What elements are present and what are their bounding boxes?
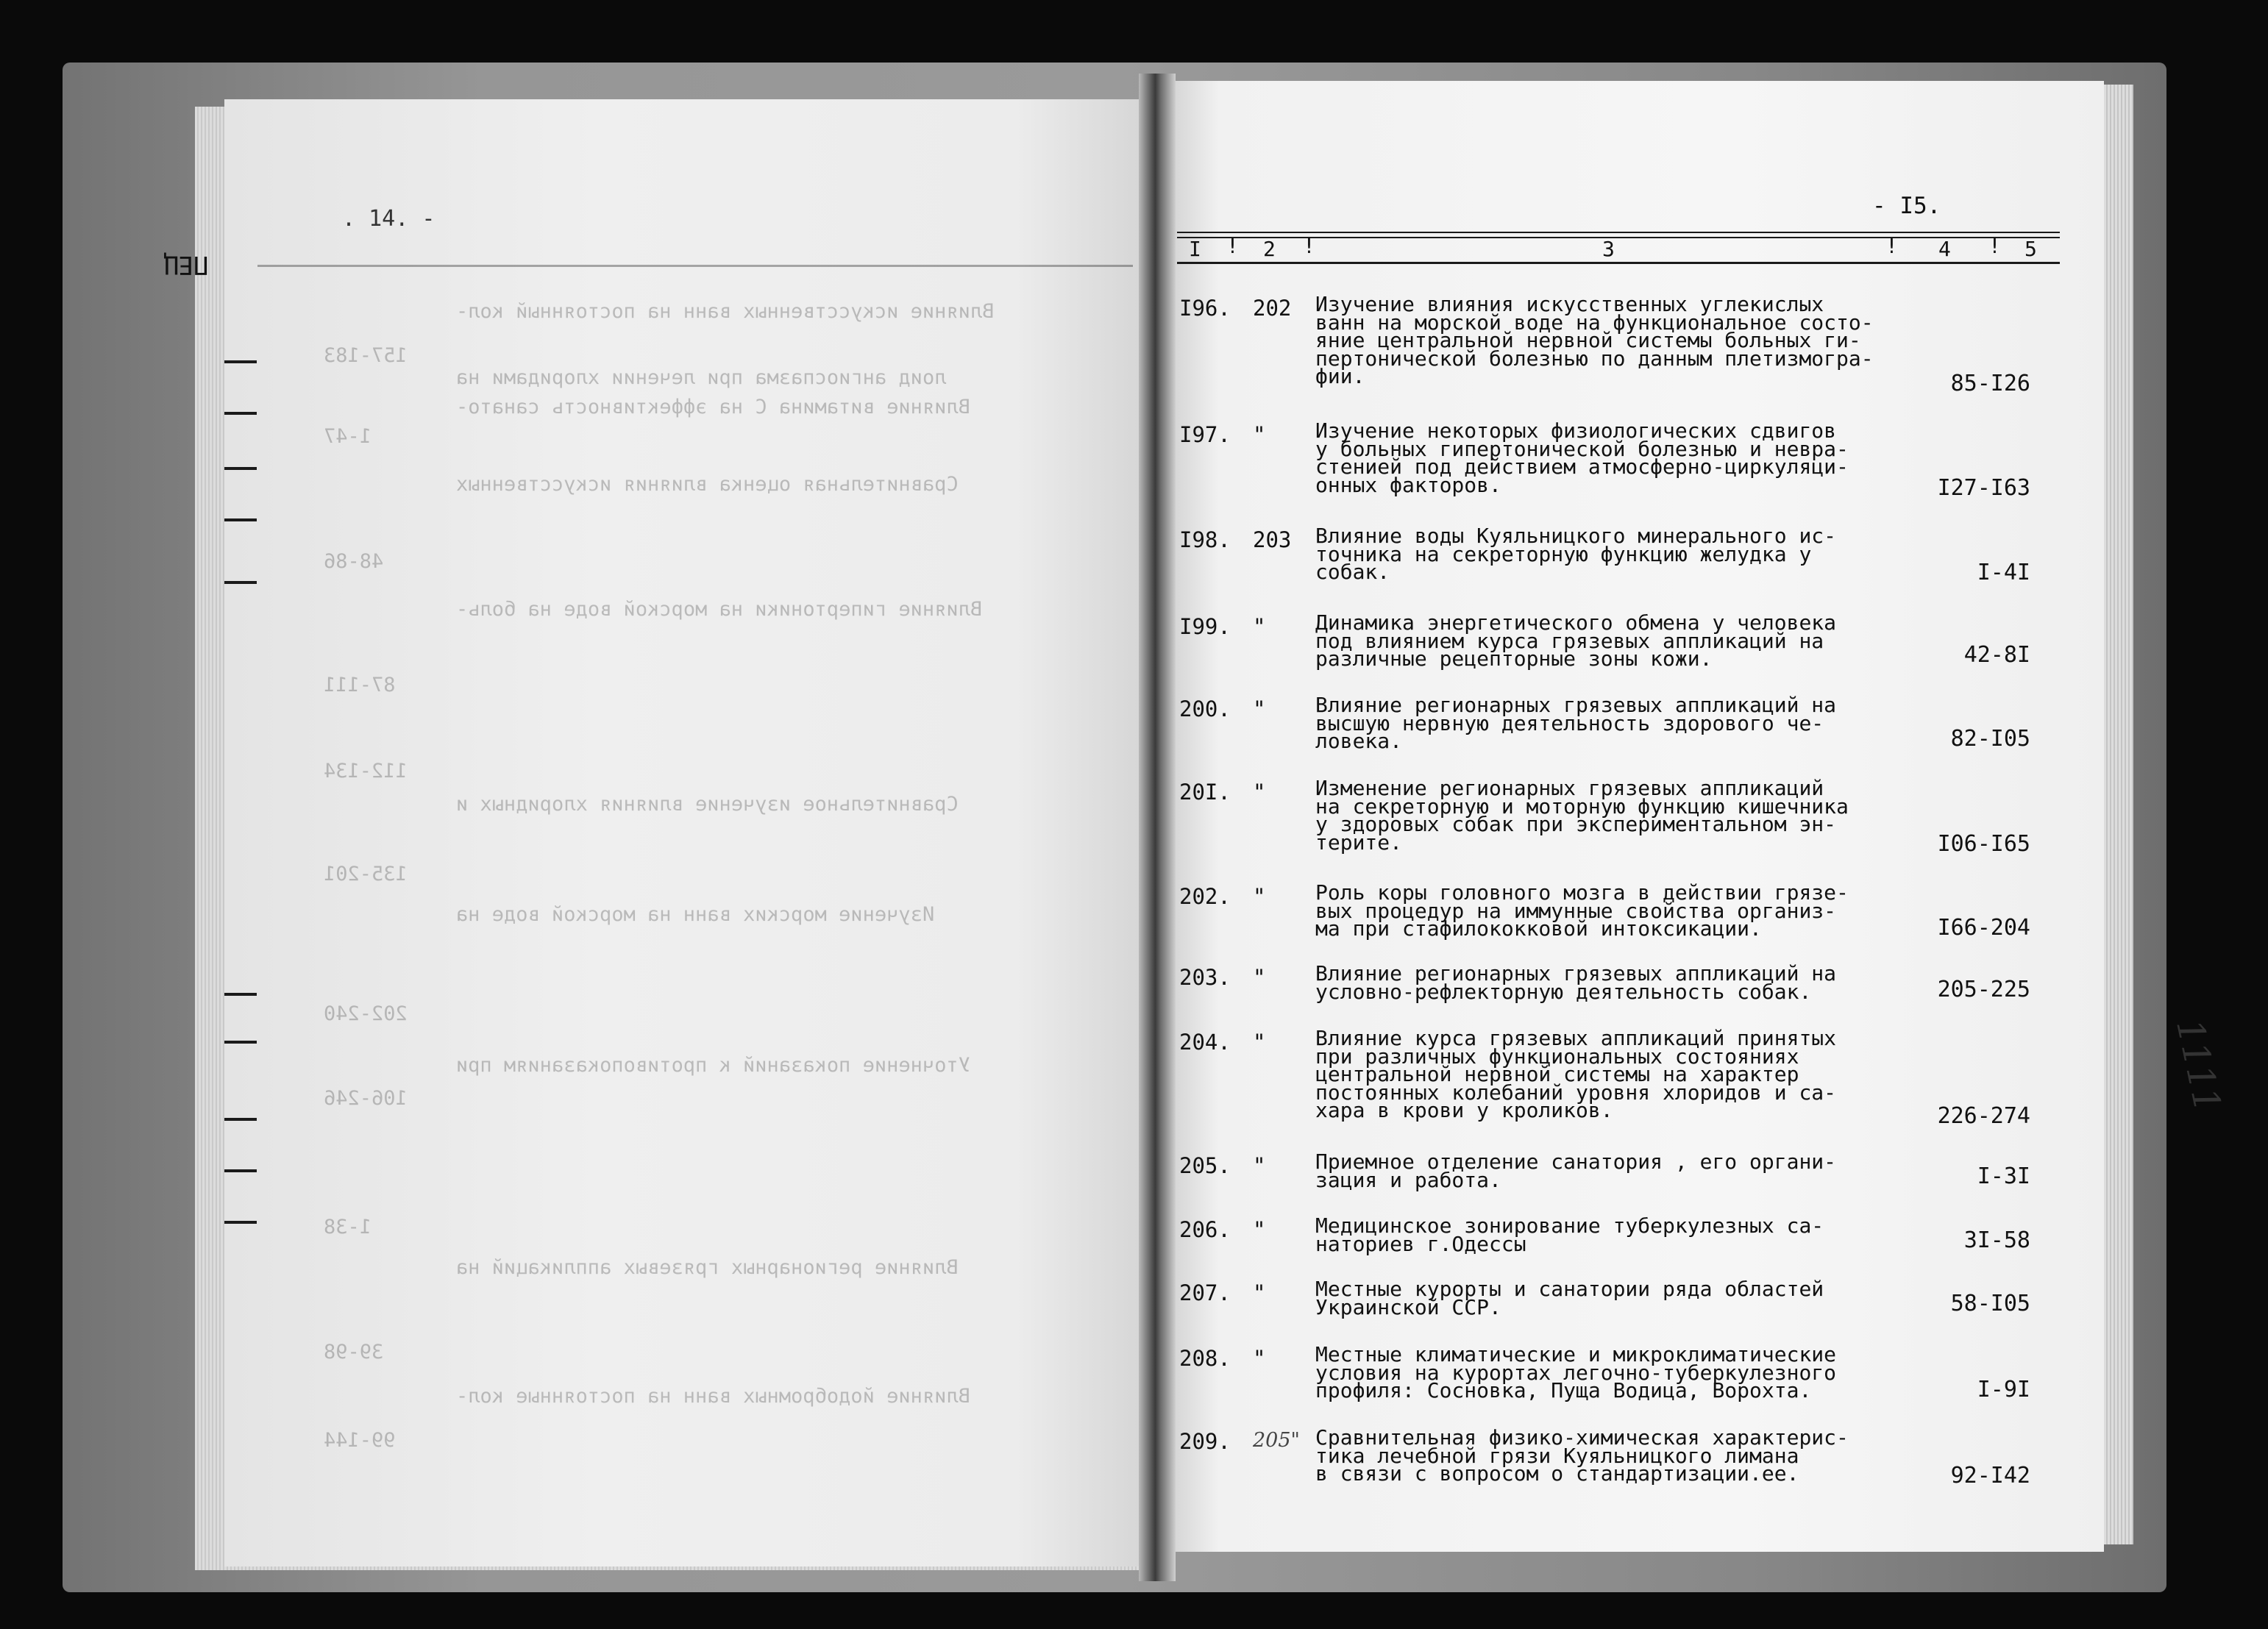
entry-number: 206. (1179, 1217, 1231, 1242)
column-header-2: 2 (1263, 237, 1276, 261)
entry-number: I98. (1179, 527, 1231, 552)
bleed-through-text: Влияние витамина С на эффективность санато- (456, 396, 970, 418)
page-tab-mark (224, 1118, 257, 1121)
column-separator: ! (1226, 234, 1239, 258)
bleed-through-pages: 157-183 (324, 344, 408, 367)
header-rule-bottom (1177, 262, 2060, 264)
bleed-through-pages: 87-111 (324, 674, 396, 696)
page-tab-mark (224, 1169, 257, 1172)
entry-title: Местные климатические и микроклиматические условия на курортах легочно-туберкулезного профиля: Сосновка, Пуща Водица, Ворохта. (1315, 1342, 1837, 1402)
entry-number: 20I. (1179, 780, 1231, 805)
entry-title: Медицинское зонирование туберкулезных са- наториев г.Одессы (1315, 1213, 1824, 1256)
bleed-through-text: Влияние искусственных ванн на постоянный кол- (456, 300, 995, 323)
bleed-through-pages: 112-134 (324, 760, 408, 783)
entry-fund-mark: 203 (1253, 527, 1292, 552)
entry-pages: 205-225 (1937, 977, 2030, 1002)
page-tab-mark (224, 581, 257, 584)
bleed-through-text: Влияние регионарных грязевых аппликаций на (456, 1256, 959, 1279)
entry-fund-mark: " (1253, 422, 1266, 447)
entry-pages: I27-I63 (1937, 475, 2030, 501)
entry-number: 204. (1179, 1030, 1231, 1055)
bleed-through-pages: 1-47 (324, 425, 372, 448)
entry-number: 208. (1179, 1346, 1231, 1371)
entry-title: Изучение некоторых физиологических сдвигов у больных гипертонической болезнью и невра- стенией под действием атмосферно-циркуляци- онных факторов. (1315, 418, 1849, 497)
entry-fund-mark: " (1253, 1346, 1266, 1371)
page-tab-mark (224, 518, 257, 521)
bleed-through-pages: 99-144 (324, 1429, 396, 1452)
entry-pages: 3I-58 (1963, 1227, 2030, 1253)
entry-pages: 85-I26 (1950, 371, 2030, 396)
column-separator: ! (1988, 234, 2001, 258)
entry-number: I96. (1179, 296, 1231, 321)
bleed-through-text: Сравнительное изучение влияния хлоридных и (456, 793, 959, 816)
entry-number: 209. (1179, 1429, 1231, 1454)
page-tab-mark (224, 360, 257, 363)
page-tab-mark (224, 1221, 257, 1224)
entry-fund-mark: " (1253, 1280, 1266, 1305)
entry-number: 202. (1179, 884, 1231, 909)
entry-fund-mark: " (1253, 696, 1266, 721)
bleed-through-pages: 135-201 (324, 863, 408, 885)
page-tab-mark (224, 993, 257, 996)
bleed-through-pages: 202-240 (324, 1002, 408, 1025)
entry-fund-mark: " (1253, 1153, 1266, 1178)
entry-fund-mark: " (1253, 780, 1266, 805)
entry-number: I99. (1179, 614, 1231, 639)
entry-title: Местные курорты и санатории ряда областей Украинской ССР. (1315, 1277, 1824, 1319)
entry-title: Влияние курса грязевых аппликаций принятых при различных функциональных состояниях центральной нервной системы на характер постоянных колебаний уровня хлоридов и са- хара в крови у кроликов. (1315, 1026, 1837, 1122)
spine-label: ПЕЦ (163, 250, 209, 279)
entry-fund-mark: " (1253, 1030, 1266, 1055)
entry-title: Изучение влияния искусственных углекислых ванн на морской воде на функциональное состо- яние центральной нервной системы больных ги- пертонической болезнью по данным плетизмогра- фии. (1315, 292, 1874, 388)
entry-fund-mark: " (1253, 1217, 1266, 1242)
entry-pages: I-3I (1977, 1163, 2030, 1189)
entry-title: Приемное отделение санатория , его органи- зация и работа. (1315, 1149, 1837, 1192)
entry-pages: I06-I65 (1937, 831, 2030, 857)
bleed-through-pages: 106-246 (324, 1087, 408, 1110)
entry-pages: 92-I42 (1950, 1463, 2030, 1489)
column-separator: ! (1885, 234, 1898, 258)
entry-pages: 58-I05 (1950, 1291, 2030, 1316)
entry-title: Динамика энергетического обмена у человека под влиянием курса грязевых аппликаций на различные рецепторные зоны кожи. (1315, 610, 1837, 671)
bleed-through-pages: 39-98 (324, 1341, 384, 1364)
entry-fund-mark: " (1253, 965, 1266, 990)
page-tab-mark (224, 412, 257, 415)
entry-number: I97. (1179, 422, 1231, 447)
book-gutter (1139, 74, 1176, 1581)
bleed-through-pages: 48-86 (324, 550, 384, 573)
column-header-1: I (1189, 237, 1201, 261)
entry-fund-mark: " (1253, 884, 1266, 909)
column-header-3: 3 (1602, 237, 1615, 261)
page-tab-mark (224, 467, 257, 470)
entry-fund-mark: 205" (1253, 1429, 1300, 1452)
page-tab-mark (224, 1041, 257, 1044)
entry-number: 205. (1179, 1153, 1231, 1178)
entry-pages: 42-8I (1963, 642, 2030, 668)
bleed-through-text: Уточнение показаний к противопоказаниям при (456, 1054, 970, 1077)
entry-title: Роль коры головного мозга в действии грязе- вых процедур на иммунные свойства организ- ма при стафилококковой интоксикации. (1315, 880, 1849, 941)
bleed-through-text: Сравнительная оценка влияния искусственных (456, 473, 959, 496)
left-header-rule (257, 265, 1133, 267)
entry-pages: 82-I05 (1950, 726, 2030, 752)
bleed-through-text: Влияние йодобромных ванн на постоянные кол- (456, 1385, 970, 1408)
bleed-through-text: Влияние гипертоники на морской воде на боль- (456, 598, 983, 621)
entry-fund-mark: " (1253, 614, 1266, 639)
margin-pencil-mark: 1111 (2168, 1015, 2230, 1116)
entry-fund-mark: 202 (1253, 296, 1292, 321)
right-page-number: - I5. (1872, 193, 1941, 219)
entry-title: Влияние регионарных грязевых аппликаций на условно-рефлекторную деятельность собак. (1315, 961, 1837, 1004)
entry-number: 207. (1179, 1280, 1231, 1305)
column-separator: ! (1303, 234, 1315, 258)
entry-number: 200. (1179, 696, 1231, 721)
entry-title: Изменение регионарных грязевых аппликаций на секреторную и моторную функцию кишечника у здоровых собак при экспериментальном эн- терите. (1315, 776, 1849, 855)
entry-pages: I66-204 (1937, 915, 2030, 941)
bleed-through-text: лоид ангиоспазма при лечении хлоридами на (456, 366, 947, 389)
entry-pages: I-4I (1977, 560, 2030, 585)
entry-pages: I-9I (1977, 1377, 2030, 1402)
bleed-through-pages: 1-38 (324, 1216, 372, 1238)
entry-title: Влияние воды Куяльницкого минерального ис- точника на секреторную функцию желудка у собак. (1315, 524, 1837, 584)
bleed-through-text: Изучение морских ванн на морской воде на (456, 903, 935, 926)
entry-title: Сравнительная физико-химическая характерис- тика лечебной грязи Куяльницкого лимана в связи с вопросом о стандартизации.ее. (1315, 1425, 1849, 1486)
left-page-number: . 14. - (342, 206, 436, 232)
entry-number: 203. (1179, 965, 1231, 990)
entry-pages: 226-274 (1937, 1103, 2030, 1129)
column-header-5: 5 (2025, 237, 2037, 261)
column-header-4: 4 (1938, 237, 1951, 261)
entry-title: Влияние регионарных грязевых аппликаций на высшую нервную деятельность здорового че- ловека. (1315, 693, 1837, 753)
header-rule-top (1177, 232, 2060, 233)
